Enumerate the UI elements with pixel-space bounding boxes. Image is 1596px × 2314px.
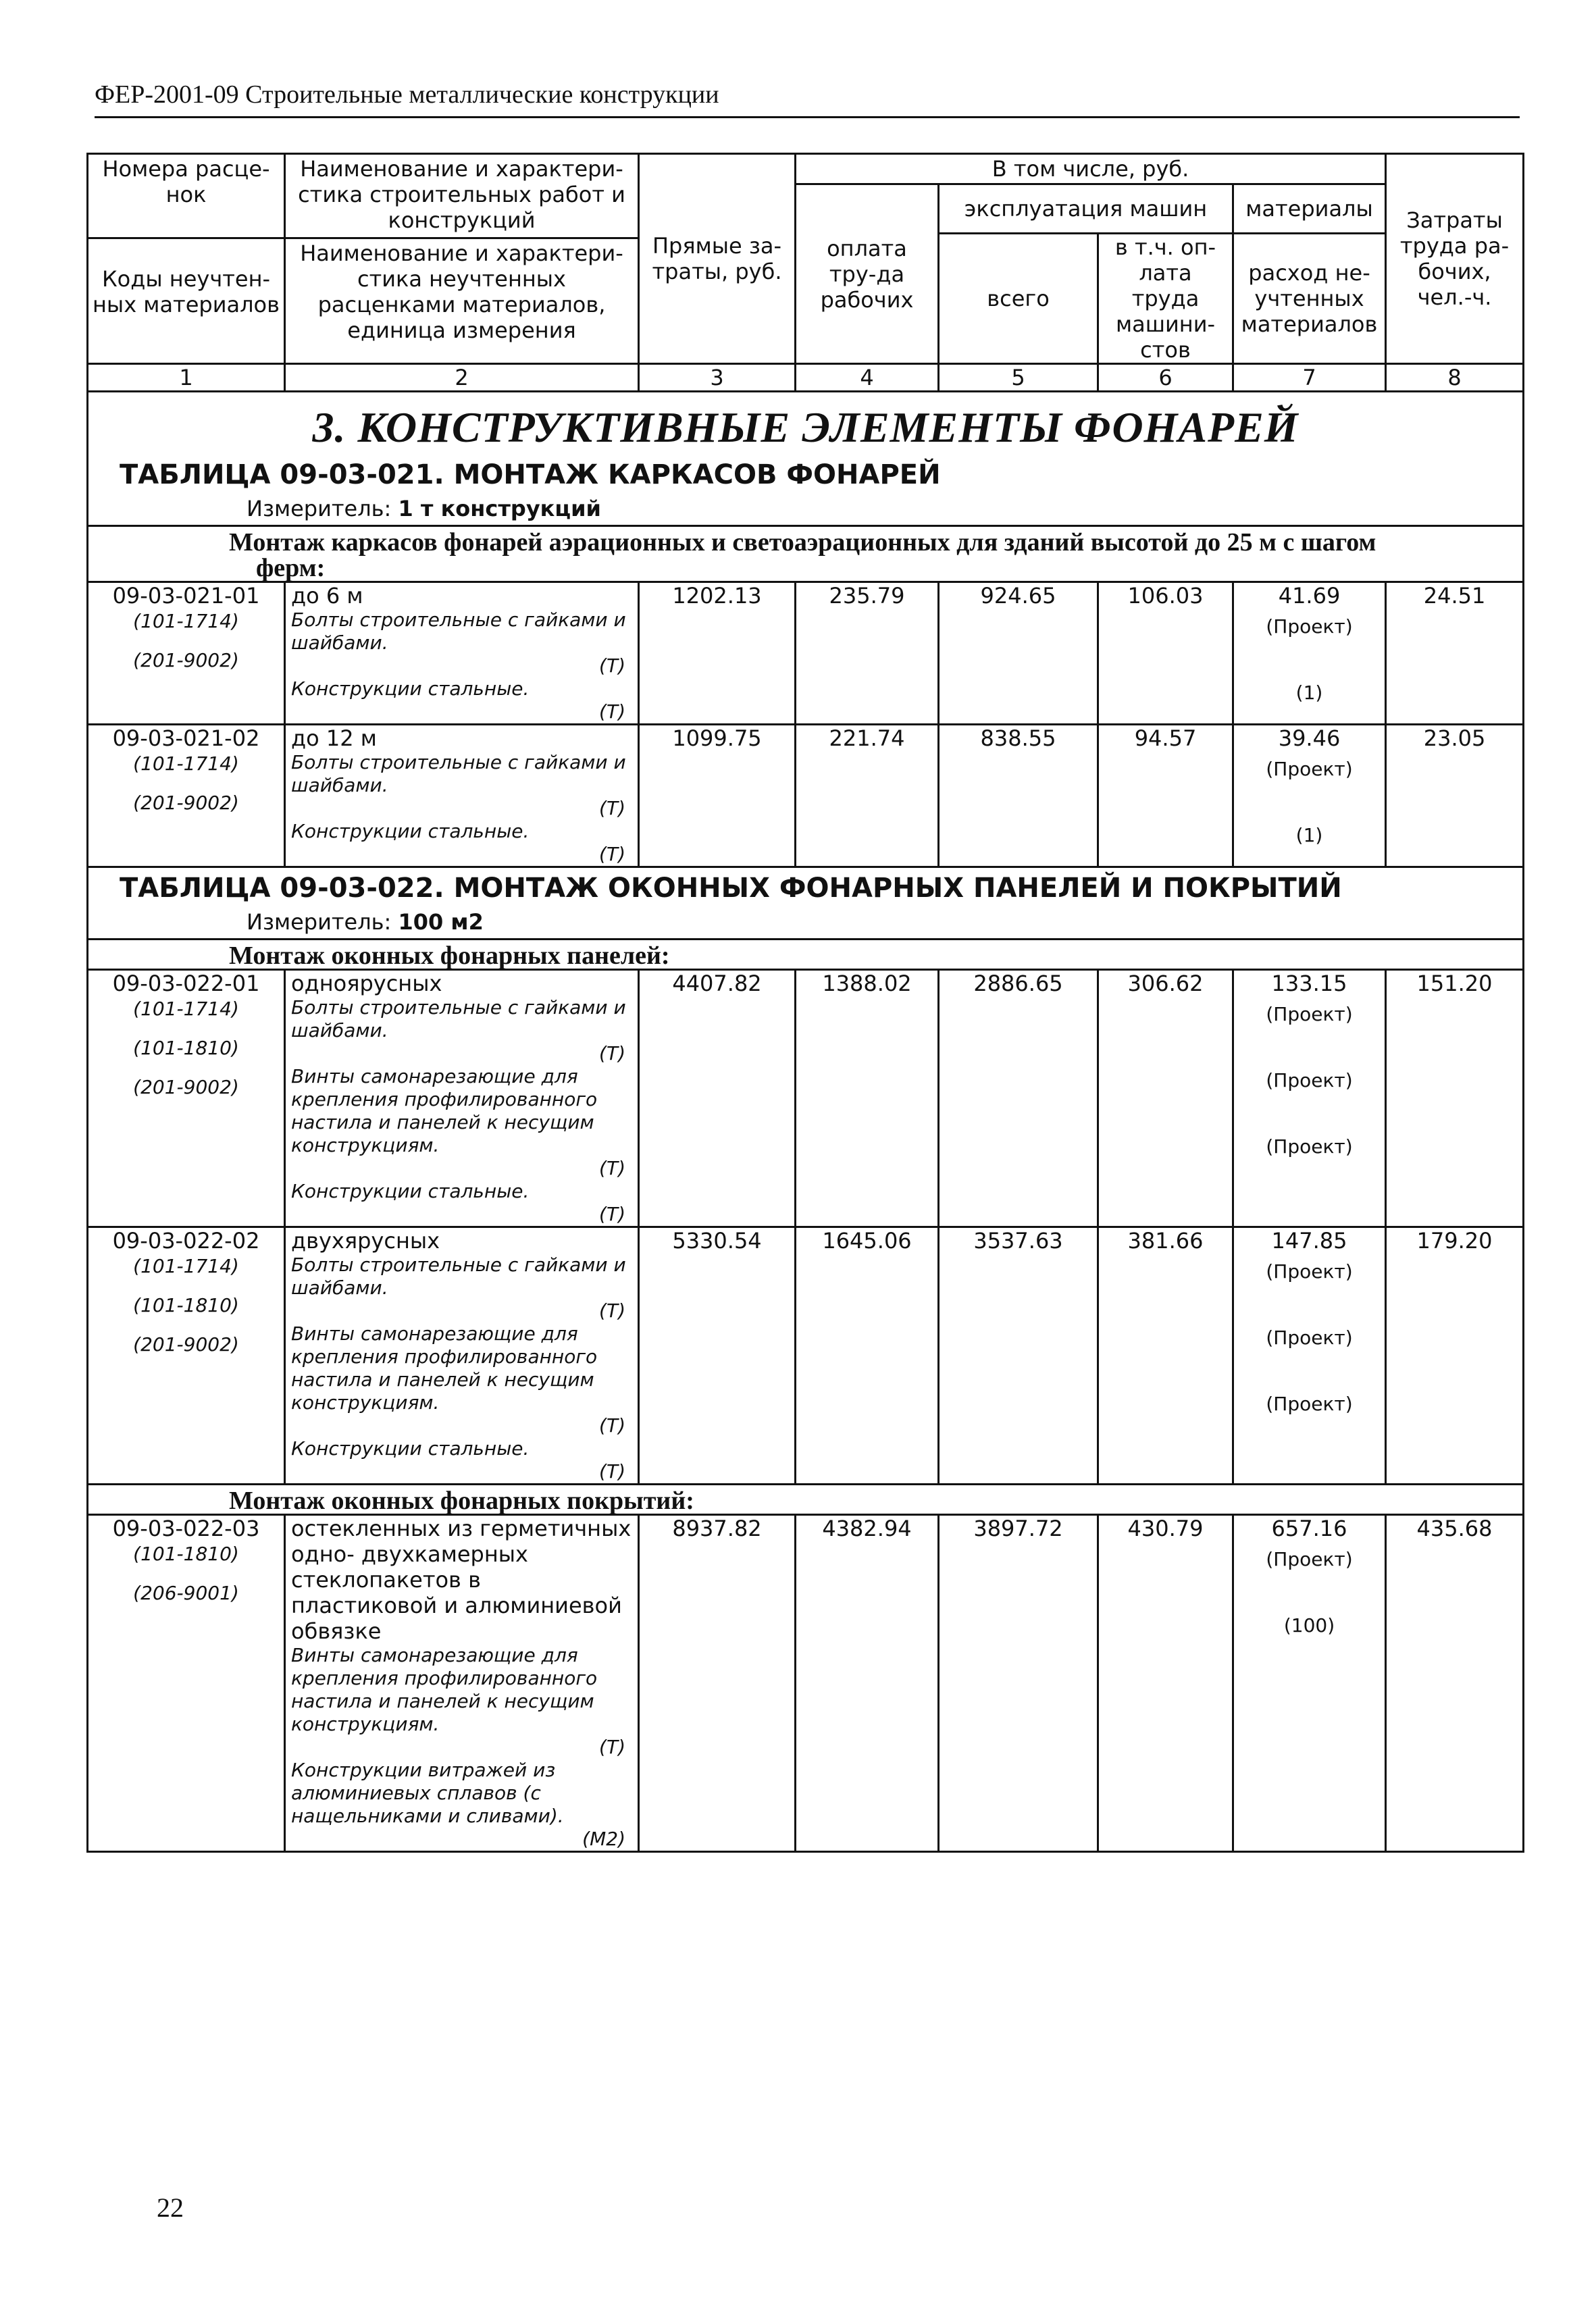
resource-name: Конструкции стальные.	[291, 677, 530, 700]
machine-cost: 3897.72	[939, 1515, 1098, 1852]
header-col1	[88, 154, 285, 364]
header-row-1	[88, 154, 1524, 184]
subheading-row	[88, 526, 1524, 582]
resource-name: Винты самонарезающие для крепления профилированного настила и панелей к несущим конструкциям.	[291, 1065, 598, 1156]
resource-amount: (100)	[1283, 1614, 1335, 1637]
resource-name: Конструкции стальные.	[291, 1180, 530, 1202]
spacer	[94, 1606, 278, 1620]
resource-name: Болты строительные с гайками и шайбами.	[291, 609, 626, 654]
resource-code: (101-1810)	[133, 1294, 239, 1316]
header-col5: всего	[939, 234, 1098, 364]
rate-description-cell	[285, 970, 639, 1227]
rate-name: двухярусных	[291, 1228, 440, 1254]
machine-cost: 924.65	[939, 582, 1098, 725]
rate-row	[88, 970, 1524, 1227]
operator-cost: 430.79	[1098, 1515, 1233, 1852]
materials-value: 39.46	[1278, 725, 1341, 751]
resource-code: (101-1714)	[133, 998, 239, 1020]
subheading-line: Монтаж каркасов фонарей аэрационных и светоаэрационных для зданий высотой до 25 м с шагом	[229, 528, 1376, 557]
subheading-row	[88, 940, 1524, 970]
table-title-cell	[88, 867, 1524, 940]
rate-description-cell	[285, 725, 639, 867]
resource-unit: (Т)	[599, 1157, 625, 1179]
table-meter	[88, 495, 1522, 525]
resource-name: Винты самонарезающие для крепления профилированного настила и панелей к несущим конструкциям.	[291, 1644, 598, 1735]
rate-code-cell	[88, 1515, 285, 1852]
table-title-cell	[88, 455, 1524, 526]
rate-code: 09-03-022-02	[112, 1228, 260, 1254]
direct-costs: 4407.82	[639, 970, 796, 1227]
resource-name: Конструкции стальные.	[291, 1437, 530, 1460]
direct-costs: 8937.82	[639, 1515, 796, 1852]
header-col4: оплата тру-да рабочих	[796, 184, 939, 364]
operator-cost: 94.57	[1098, 725, 1233, 867]
rate-code: 09-03-021-02	[112, 725, 260, 751]
labor-hours: 435.68	[1386, 1515, 1524, 1852]
resource-code: (201-9002)	[133, 1333, 239, 1356]
column-number: 6	[1098, 364, 1233, 392]
header-col6: в т.ч. оп-лата труда машини-стов	[1098, 234, 1233, 364]
meter-value: 1 т конструкций	[398, 496, 601, 521]
resource-amount: (Проект)	[1266, 1003, 1353, 1025]
labor-cost: 235.79	[796, 582, 939, 725]
machine-cost: 3537.63	[939, 1227, 1098, 1485]
resource-amount: (Проект)	[1266, 1135, 1353, 1158]
resource-amount: (Проект)	[1266, 758, 1353, 780]
resource-amount: (Проект)	[1266, 1548, 1353, 1570]
subheading-cell	[88, 1485, 1524, 1515]
spacer	[94, 1279, 278, 1293]
resource-unit: (Т)	[599, 843, 625, 865]
column-number: 2	[285, 364, 639, 392]
subheading-row	[88, 1485, 1524, 1515]
rate-code-cell	[88, 970, 285, 1227]
header-col2	[285, 154, 639, 364]
header-col1-bottom: Коды неучтен-ных материалов	[93, 266, 280, 317]
resource-amount: (Проект)	[1266, 1327, 1353, 1349]
labor-cost: 4382.94	[796, 1515, 939, 1852]
meter-label: Измеритель:	[247, 496, 398, 521]
resource-unit: (Т)	[599, 1203, 625, 1225]
page-number: 22	[157, 2192, 184, 2223]
spacer	[94, 1061, 278, 1075]
header-col2-top: Наименование и характери-стика строительных работ и конструкций	[286, 155, 638, 239]
resource-name: Болты строительные с гайками и шайбами.	[291, 751, 626, 796]
labor-cost: 221.74	[796, 725, 939, 867]
table-title-row	[88, 455, 1524, 526]
materials-cell	[1233, 1515, 1386, 1852]
spacer	[94, 1358, 278, 1371]
table-title: ТАБЛИЦА 09-03-022. МОНТАЖ ОКОННЫХ ФОНАРНЫХ ПАНЕЛЕЙ И ПОКРЫТИЙ	[120, 873, 1342, 904]
meter-value: 100 м2	[398, 909, 484, 935]
labor-hours: 179.20	[1386, 1227, 1524, 1485]
header-materials: материалы	[1233, 184, 1386, 234]
resource-name: Болты строительные с гайками и шайбами.	[291, 1254, 626, 1299]
resource-unit: (Т)	[599, 1736, 625, 1758]
rate-description-cell	[285, 1227, 639, 1485]
header-col2-bottom: Наименование и характери-стика неучтенных расценками материалов, единица измерения	[300, 240, 623, 343]
header-rule	[95, 116, 1520, 118]
resource-name: Винты самонарезающие для крепления профилированного настила и панелей к несущим конструкциям.	[291, 1322, 598, 1414]
resource-code: (206-9001)	[133, 1582, 239, 1604]
rate-code-cell	[88, 725, 285, 867]
rate-code: 09-03-021-01	[112, 583, 260, 609]
resource-unit: (Т)	[599, 797, 625, 819]
header-col1-top: Номера расце-нок	[88, 155, 284, 239]
rate-description-cell	[285, 1515, 639, 1852]
section-title-cell	[88, 392, 1524, 455]
resource-name: Болты строительные с гайками и шайбами.	[291, 996, 626, 1042]
resource-amount: (Проект)	[1266, 1260, 1353, 1283]
subheading-cell	[88, 526, 1524, 582]
column-number: 5	[939, 364, 1098, 392]
header-incl: В том числе, руб.	[796, 154, 1386, 184]
labor-hours: 23.05	[1386, 725, 1524, 867]
rate-code-cell	[88, 582, 285, 725]
spacer	[94, 1100, 278, 1114]
resource-unit: (Т)	[599, 1300, 625, 1322]
table-title: ТАБЛИЦА 09-03-021. МОНТАЖ КАРКАСОВ ФОНАРЕЙ	[120, 459, 941, 490]
spacer	[94, 1318, 278, 1332]
rate-name: до 12 м	[291, 725, 377, 751]
resource-unit: (М2)	[582, 1828, 625, 1850]
resource-code: (101-1714)	[133, 752, 239, 775]
spacer	[94, 673, 278, 687]
labor-cost: 1645.06	[796, 1227, 939, 1485]
operator-cost: 306.62	[1098, 970, 1233, 1227]
resource-code: (101-1810)	[133, 1543, 239, 1565]
rates-table	[86, 153, 1524, 1853]
resource-unit: (Т)	[599, 1414, 625, 1437]
document-header: ФЕР-2001-09 Строительные металлические конструкции	[95, 80, 719, 109]
column-number: 4	[796, 364, 939, 392]
rate-row	[88, 1515, 1524, 1852]
column-number: 3	[639, 364, 796, 392]
rate-row	[88, 1227, 1524, 1485]
resource-unit: (Т)	[599, 700, 625, 723]
header-col8: Затраты труда ра-бочих, чел.-ч.	[1386, 154, 1524, 364]
header-col7: расход не-учтенных материалов	[1233, 234, 1386, 364]
resource-name: Конструкции витражей из алюминиевых сплавов (с нащельниками и сливами).	[291, 1759, 564, 1827]
resource-amount: (1)	[1295, 824, 1323, 846]
materials-value: 147.85	[1271, 1228, 1347, 1254]
materials-value: 657.16	[1271, 1516, 1347, 1541]
rate-code-cell	[88, 1227, 285, 1485]
labor-cost: 1388.02	[796, 970, 939, 1227]
table-meter	[88, 908, 1522, 938]
rate-row	[88, 582, 1524, 725]
resource-unit: (Т)	[599, 1460, 625, 1483]
header-col3: Прямые за-траты, руб.	[639, 154, 796, 364]
resource-code: (101-1810)	[133, 1037, 239, 1059]
resource-amount: (Проект)	[1266, 1069, 1353, 1091]
resource-amount: (Проект)	[1266, 615, 1353, 638]
materials-cell	[1233, 582, 1386, 725]
resource-code: (101-1714)	[133, 610, 239, 632]
operator-cost: 106.03	[1098, 582, 1233, 725]
subheading-line: Монтаж оконных фонарных покрытий:	[229, 1487, 694, 1515]
materials-value: 133.15	[1271, 971, 1347, 996]
resource-name: Конструкции стальные.	[291, 820, 530, 842]
spacer	[94, 634, 278, 648]
resource-unit: (Т)	[599, 1042, 625, 1064]
materials-cell	[1233, 1227, 1386, 1485]
spacer	[94, 777, 278, 790]
machine-cost: 838.55	[939, 725, 1098, 867]
rate-code: 09-03-022-01	[112, 971, 260, 996]
rate-code: 09-03-022-03	[112, 1516, 260, 1541]
resource-code: (201-9002)	[133, 792, 239, 814]
section-title: 3. КОНСТРУКТИВНЫЕ ЭЛЕМЕНТЫ ФОНАРЕЙ	[312, 403, 1299, 451]
subheading-line: Монтаж оконных фонарных панелей:	[229, 942, 670, 970]
materials-cell	[1233, 725, 1386, 867]
rate-description-cell	[285, 582, 639, 725]
subheading-cell	[88, 940, 1524, 970]
meter-label: Измеритель:	[247, 909, 398, 935]
direct-costs: 5330.54	[639, 1227, 796, 1485]
table-title-row	[88, 867, 1524, 940]
spacer	[94, 816, 278, 829]
rate-name: до 6 м	[291, 583, 363, 609]
resource-unit: (Т)	[599, 654, 625, 677]
resource-amount: (Проект)	[1266, 1393, 1353, 1415]
resource-amount: (1)	[1295, 682, 1323, 704]
column-number: 1	[88, 364, 285, 392]
resource-code: (101-1714)	[133, 1255, 239, 1277]
subheading-line: ферм:	[256, 554, 326, 582]
labor-hours: 24.51	[1386, 582, 1524, 725]
spacer	[94, 1567, 278, 1580]
column-number: 8	[1386, 364, 1524, 392]
materials-value: 41.69	[1278, 583, 1341, 609]
column-numbers-row	[88, 364, 1524, 392]
spacer	[94, 1022, 278, 1035]
rate-name: одноярусных	[291, 971, 442, 996]
header-machines: эксплуатация машин	[939, 184, 1233, 234]
rate-row	[88, 725, 1524, 867]
rate-name: остекленных из герметичных одно- двухкамерных стеклопакетов в пластиковой и алюминиевой обвязке	[291, 1516, 632, 1644]
resource-code: (201-9002)	[133, 1076, 239, 1098]
resource-code: (201-9002)	[133, 649, 239, 671]
section-title-row	[88, 392, 1524, 455]
operator-cost: 381.66	[1098, 1227, 1233, 1485]
materials-cell	[1233, 970, 1386, 1227]
machine-cost: 2886.65	[939, 970, 1098, 1227]
direct-costs: 1099.75	[639, 725, 796, 867]
column-number: 7	[1233, 364, 1386, 392]
direct-costs: 1202.13	[639, 582, 796, 725]
labor-hours: 151.20	[1386, 970, 1524, 1227]
